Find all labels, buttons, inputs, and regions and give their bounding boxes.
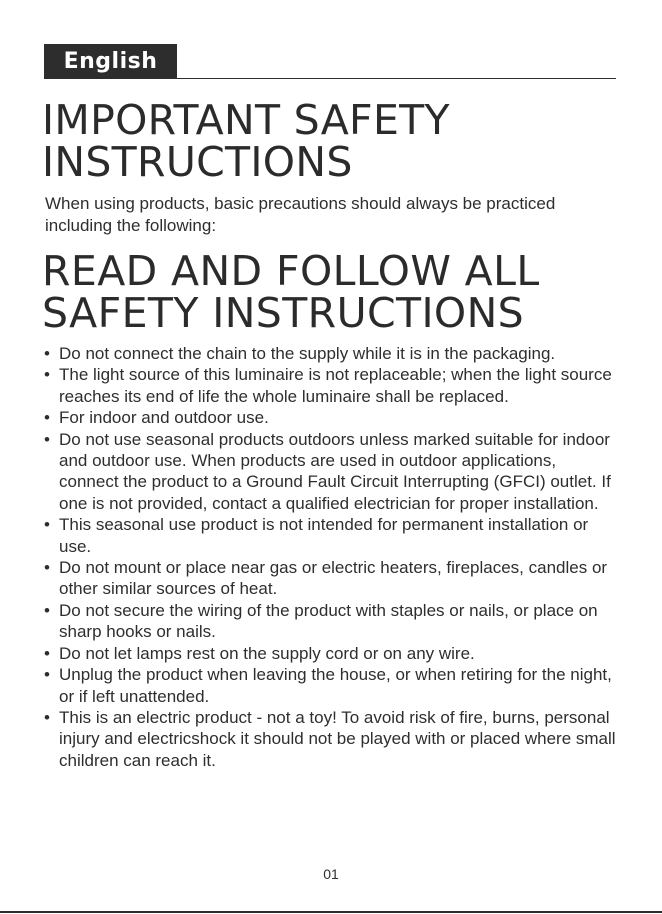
bullet-icon: • bbox=[44, 707, 50, 727]
bullet-icon: • bbox=[44, 344, 50, 363]
list-item bbox=[35, 429, 620, 515]
list-item bbox=[35, 707, 620, 771]
list-item bbox=[35, 343, 620, 364]
list-item bbox=[35, 557, 620, 600]
list-item-text: Do not secure the wiring of the product with staples or nails, or place on sharp hooks or nails. bbox=[59, 600, 598, 642]
bullet-icon: • bbox=[44, 365, 50, 385]
safety-instructions-list bbox=[35, 343, 620, 771]
list-item-text: Do not let lamps rest on the supply cord or on any wire. bbox=[59, 643, 475, 663]
list-item bbox=[35, 600, 620, 643]
bullet-icon: • bbox=[44, 665, 50, 685]
intro-paragraph: When using products, basic precautions should always be practiced including the following: bbox=[45, 194, 556, 235]
list-item-text: Do not mount or place near gas or electric heaters, fireplaces, candles or other similar sources of heat. bbox=[59, 558, 608, 599]
bullet-icon: • bbox=[44, 600, 50, 620]
list-item-text: Do not use seasonal products outdoors unless marked suitable for indoor and outdoor use. When products are used in outdoor applications, connect the product to a Ground Fault Circuit Interrupting (GFCI) outlet. If one is not provided, contact a qualified electrician for proper installation. bbox=[59, 429, 611, 513]
list-item bbox=[35, 664, 620, 707]
bullet-icon: • bbox=[44, 558, 50, 578]
footer-divider bbox=[0, 911, 662, 913]
bullet-icon: • bbox=[44, 515, 50, 535]
list-item bbox=[35, 643, 620, 664]
page-number: 01 bbox=[323, 866, 339, 882]
language-tab: English bbox=[44, 44, 177, 79]
list-item-text: This seasonal use product is not intended for permanent installation or use. bbox=[59, 515, 589, 556]
bullet-icon: • bbox=[44, 429, 50, 449]
page-title: IMPORTANT SAFETY INSTRUCTIONS bbox=[42, 96, 450, 186]
list-item-text: For indoor and outdoor use. bbox=[59, 408, 269, 428]
header-divider bbox=[177, 78, 616, 80]
list-item bbox=[35, 514, 620, 557]
list-item-text: This is an electric product - not a toy! To avoid risk of fire, burns, personal injury and electricshock it should not be played with or placed where small children can reach it. bbox=[59, 707, 616, 770]
list-item-text: Unplug the product when leaving the house, or when retiring for the night, or if left unattended. bbox=[59, 665, 612, 706]
bullet-icon: • bbox=[44, 643, 50, 663]
list-item-text: Do not connect the chain to the supply while it is in the packaging. bbox=[59, 344, 556, 363]
section-heading: READ AND FOLLOW ALL SAFETY INSTRUCTIONS bbox=[42, 247, 540, 337]
list-item-text: The light source of this luminaire is not replaceable; when the light source reaches its end of life the whole luminaire shall be replaced. bbox=[59, 365, 612, 406]
list-item bbox=[35, 364, 620, 407]
language-header bbox=[44, 44, 616, 80]
list-item bbox=[35, 407, 620, 428]
bullet-icon: • bbox=[44, 408, 50, 428]
